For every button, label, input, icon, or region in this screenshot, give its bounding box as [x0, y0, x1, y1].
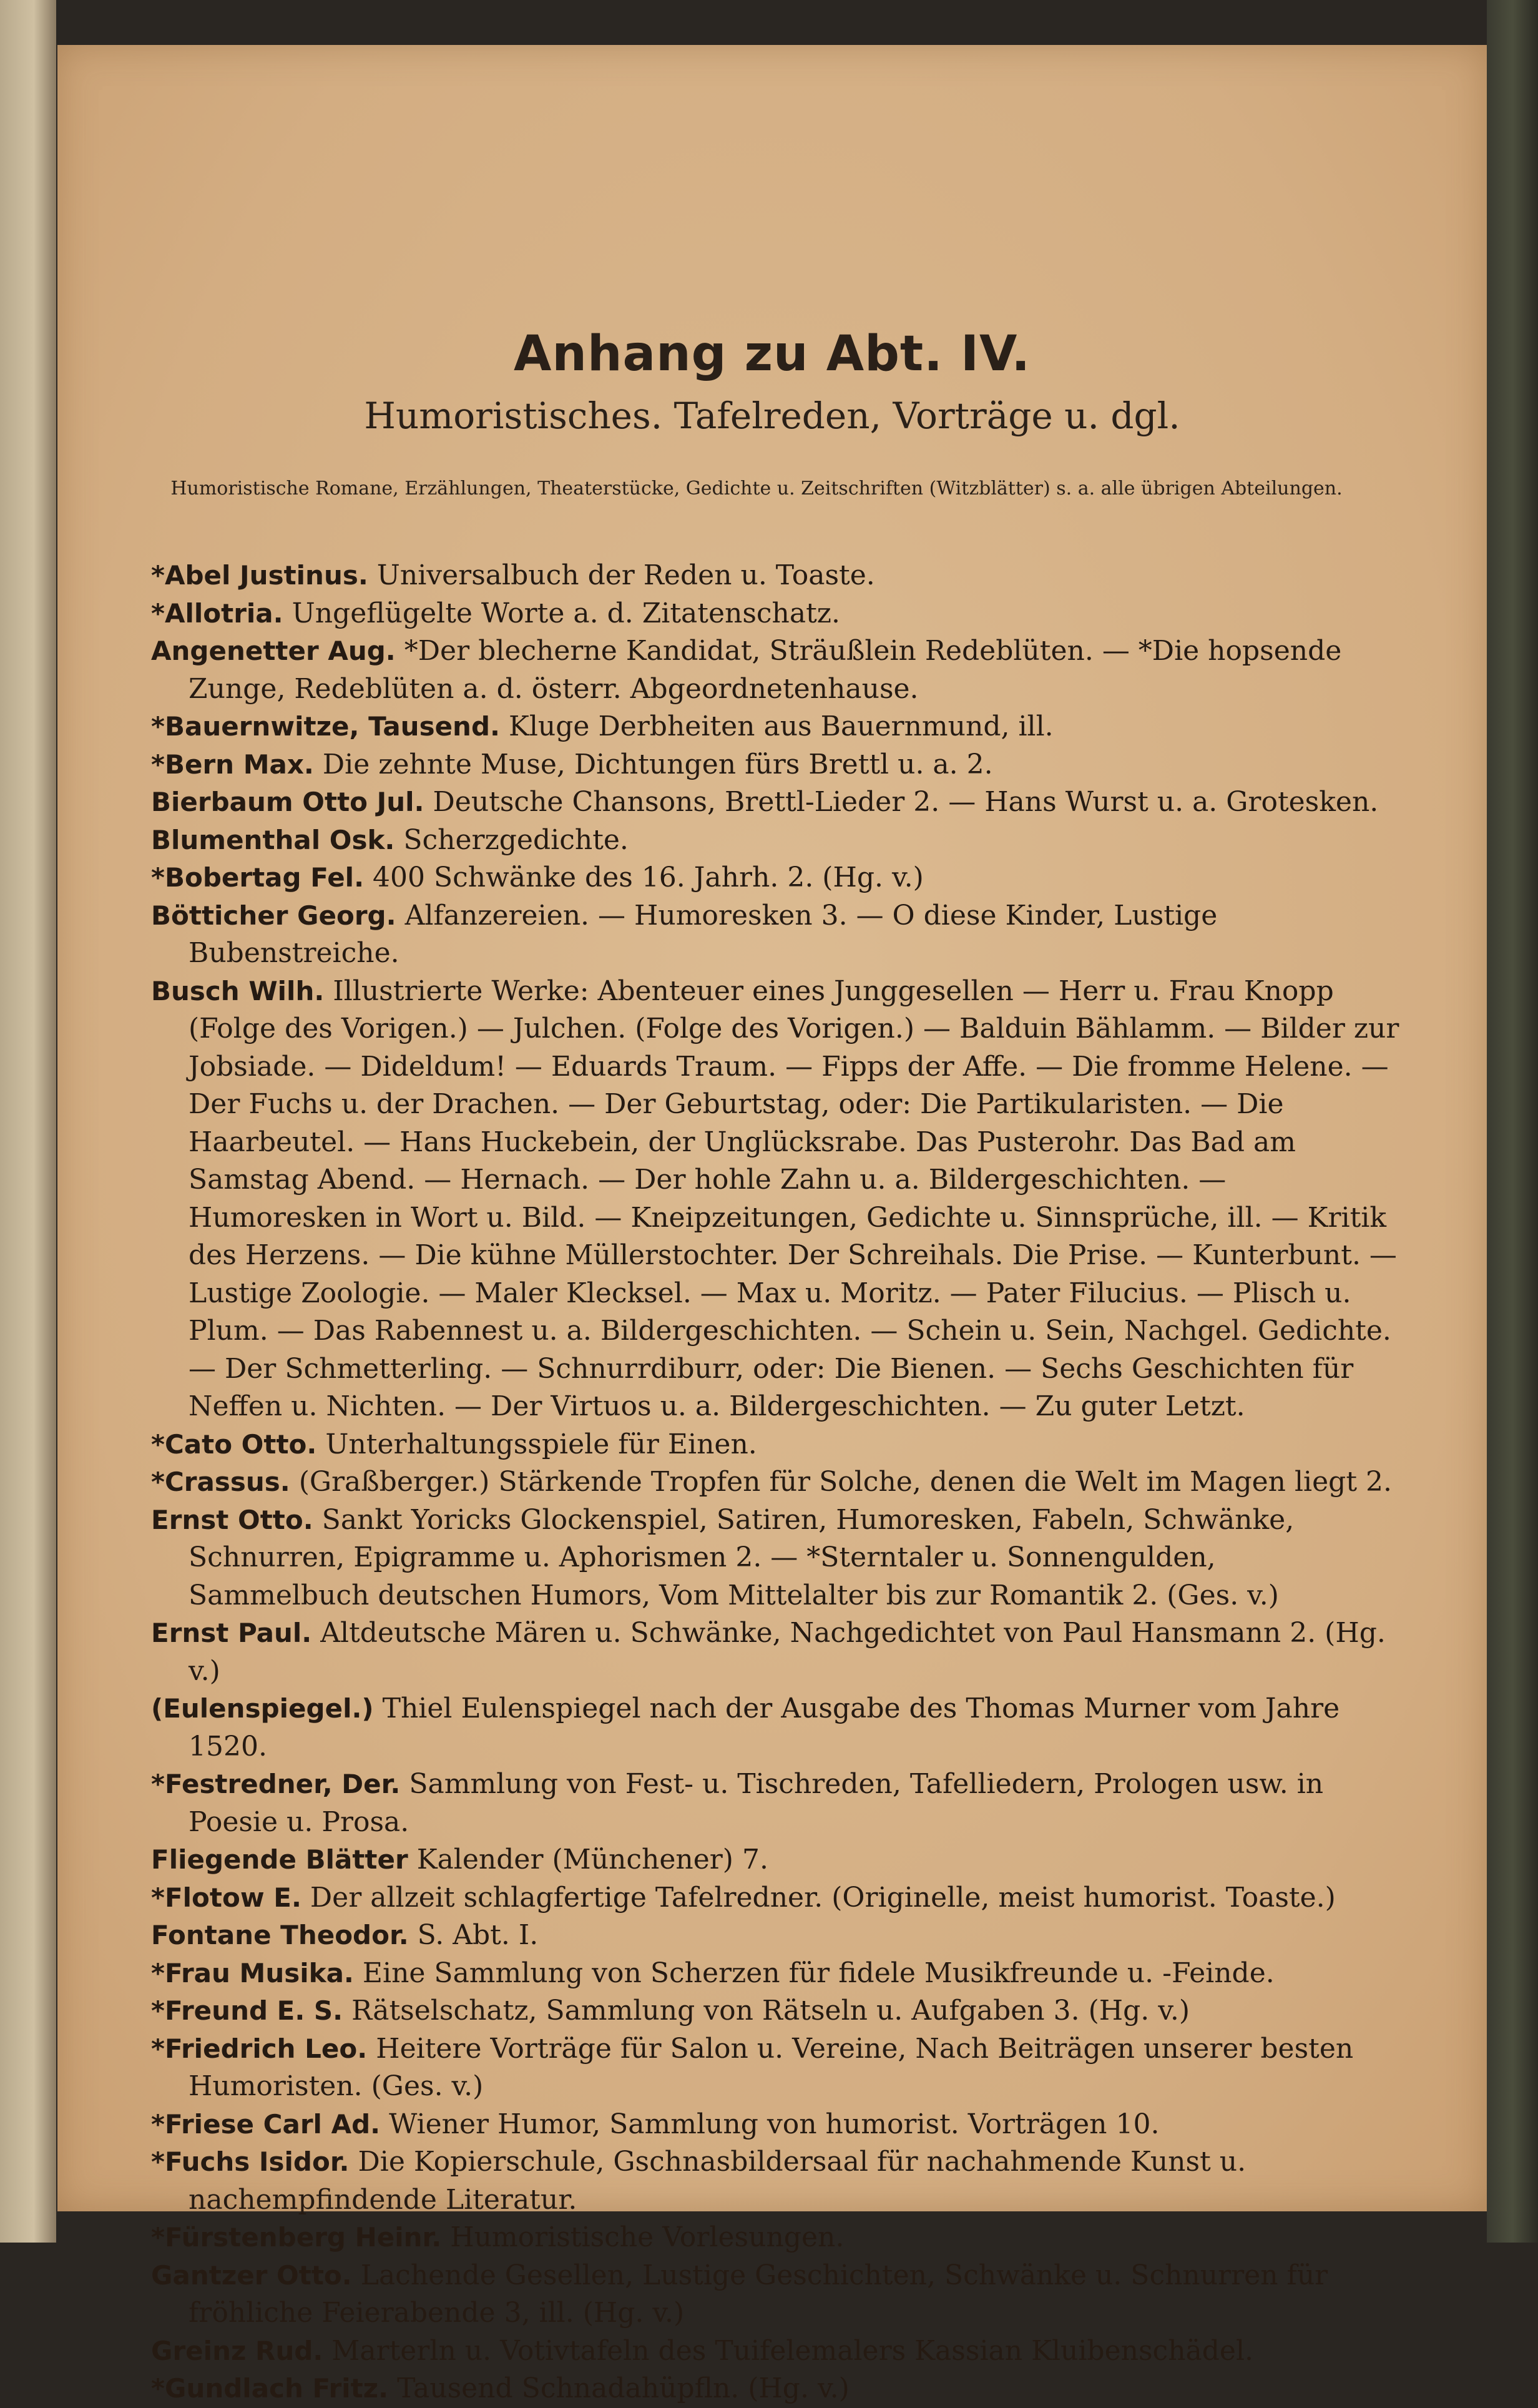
entry-titles: Sankt Yoricks Glockenspiel, Satiren, Humoresken, Fabeln, Schwänke, Schnurren, Epigramme u. Aphorismen 2. — *Sterntaler u. Sonnengulden, Sammelbuch deutschen Humors, Vom Mittelalter bis zur Romantik 2. (Ges. v.) [189, 1503, 1295, 1611]
entry-author: *Bobertag Fel. [151, 862, 365, 893]
list-item [151, 1841, 1399, 1879]
list-item [151, 2219, 1399, 2257]
entry-author: *Frau Musika. [151, 1957, 354, 1988]
entry-titles: Alfanzereien. — Humoresken 3. — O diese Kinder, Lustige Bubenstreiche. [189, 899, 1218, 969]
list-item [151, 557, 1399, 595]
entry-author: *Friedrich Leo. [151, 2033, 368, 2064]
list-item [151, 897, 1399, 973]
entry-author: (Eulenspiegel.) [151, 1693, 374, 1724]
entry-author: Ernst Paul. [151, 1618, 312, 1648]
entry-author: Ernst Otto. [151, 1504, 313, 1535]
list-item [151, 784, 1399, 822]
entry-titles: S. Abt. I. [417, 1919, 539, 1951]
list-item [151, 1690, 1399, 1766]
list-item [151, 2257, 1399, 2332]
entry-author: Fontane Theodor. [151, 1920, 409, 1950]
book-binding-left [0, 0, 56, 2243]
entry-titles: 400 Schwänke des 16. Jahrh. 2. (Hg. v.) [373, 862, 924, 893]
entry-author: *Fürstenberg Heinr. [151, 2222, 442, 2253]
entry-titles: Eine Sammlung von Scherzen für fidele Musikfreunde u. -Feinde. [362, 1957, 1275, 1989]
entry-titles: Unterhaltungsspiele für Einen. [325, 1428, 757, 1460]
book-spine-right [1487, 0, 1538, 2243]
book-page [57, 45, 1487, 2404]
entry-author: *Bern Max. [151, 749, 314, 780]
entry-titles: Humoristische Vorlesungen. [450, 2221, 845, 2253]
entry-titles: (Graßberger.) Stärkende Tropfen für Solche, denen die Welt im Magen liegt 2. [298, 1466, 1392, 1498]
entry-titles: Illustrierte Werke: Abenteuer eines Junggesellen — Herr u. Frau Knopp (Folge des Vorigen.) — Julchen. (Folge des Vorigen.) — Balduin Bählamm. — Bilder zur Jobsiade. — Dideldum! — Eduards Traum. — Fipps der Affe. — Die fromme Helene. — Der Fuchs u. der Drachen. — Der Geburtstag, oder: Die Partikularisten. — Die Haarbeutel. — Hans Huckebein, der Unglücksrabe. Das Pusterohr. Das Bad am Samstag Abend. — Hernach. — Der hohle Zahn u. a. Bildergeschichten. — Humoresken in Wort u. Bild. — Kneipzeitungen, Gedichte u. Sinnsprüche, ill. — Kritik des Herzens. — Die kühne Müllerstochter. Der Schreihals. Die Prise. — Kunterbunt. — Lustige Zoologie. — Maler Klecksel. — Max u. Moritz. — Pater Filucius. — Plisch u. Plum. — Das Rabennest u. a. Bildergeschichten. — Schein u. Sein, Nachgel. Gedichte. — Der Schmetterling. — Schnurrdiburr, oder: Die Bienen. — Sechs Geschichten für Neffen u. Nichten. — Der Virtuos u. a. Bildergeschichten. — Zu guter Letzt. [189, 975, 1399, 1422]
entry-author: *Friese Carl Ad. [151, 2108, 381, 2140]
entry-author: *Freund E. S. [151, 1995, 343, 2026]
list-item [151, 1766, 1399, 1841]
list-item [151, 973, 1399, 1426]
section-note: Humoristische Romane, Erzählungen, Theaterstücke, Gedichte u. Zeitschriften (Witzblätter) s. a. alle übrigen Abteilungen. [170, 478, 1343, 499]
entry-author: Gantzer Otto. [151, 2259, 352, 2291]
list-item [151, 632, 1399, 708]
entry-author: Angenetter Aug. [151, 636, 396, 666]
entry-titles: Scherzgedichte. [403, 823, 629, 856]
section-subtitle: Humoristisches. Tafelreden, Vorträge u. dgl. [364, 395, 1180, 437]
list-item [151, 2332, 1399, 2371]
list-item [151, 2030, 1399, 2106]
entry-author: Bötticher Georg. [151, 900, 396, 931]
entry-titles: Tausend Schnadahüpfln. (Hg. v.) [397, 2372, 850, 2404]
list-item [151, 822, 1399, 860]
section-title: Anhang zu Abt. IV. [514, 326, 1031, 382]
entry-titles: Die zehnte Muse, Dichtungen fürs Brettl u. a. 2. [322, 748, 993, 780]
list-item [151, 708, 1399, 746]
entry-titles: Wiener Humor, Sammlung von humorist. Vorträgen 10. [389, 2108, 1160, 2140]
entry-titles: *Der blecherne Kandidat, Sträußlein Redeblüten. — *Die hopsende Zunge, Redeblüten a. d. österr. Abgeordnetenhause. [189, 635, 1342, 705]
entry-author: *Fuchs Isidor. [151, 2146, 350, 2177]
entry-titles: Universalbuch der Reden u. Toaste. [376, 559, 875, 591]
list-item [151, 1463, 1399, 1501]
list-item [151, 1879, 1399, 1917]
entry-titles: Ungeflügelte Worte a. d. Zitatenschatz. [291, 597, 840, 629]
list-item [151, 1992, 1399, 2030]
list-item [151, 1501, 1399, 1615]
entry-titles: Sammlung von Fest- u. Tischreden, Tafelliedern, Prologen usw. in Poesie u. Prosa. [189, 1768, 1324, 1838]
list-item [151, 1955, 1399, 1993]
entry-author: *Flotow E. [151, 1882, 301, 1913]
list-item [151, 1917, 1399, 1955]
entry-titles: Rätselschatz, Sammlung von Rätseln u. Aufgaben 3. (Hg. v.) [351, 1995, 1190, 2027]
list-item [151, 746, 1399, 784]
entry-author: Fliegende Blätter [151, 1844, 408, 1875]
entry-titles: Deutsche Chansons, Brettl-Lieder 2. — Hans Wurst u. a. Grotesken. [433, 786, 1379, 818]
list-item [151, 2143, 1399, 2219]
entry-author: Blumenthal Osk. [151, 824, 395, 855]
entry-author: *Allotria. [151, 597, 283, 629]
entry-titles: Thiel Eulenspiegel nach der Ausgabe des Thomas Murner vom Jahre 1520. [189, 1693, 1340, 1762]
entry-author: *Crassus. [151, 1467, 290, 1497]
entry-author: Bierbaum Otto Jul. [151, 787, 424, 817]
entry-author: *Bauernwitze, Tausend. [151, 711, 500, 742]
entry-author: *Cato Otto. [151, 1428, 317, 1460]
entry-titles: Der allzeit schlagfertige Tafelredner. (Originelle, meist humorist. Toaste.) [310, 1881, 1336, 1914]
entry-author: *Gundlach Fritz. [151, 2373, 389, 2404]
list-item [151, 595, 1399, 633]
entry-titles: Lachende Gesellen, Lustige Geschichten, Schwänke u. Schnurren für fröhliche Feierabende 3, ill. (Hg. v.) [189, 2259, 1328, 2329]
entry-author: Greinz Rud. [151, 2335, 323, 2366]
list-item [151, 2370, 1399, 2408]
entry-titles: Die Kopierschule, Gschnasbildersaal für nachahmende Kunst u. nachempfindende Literatur. [189, 2146, 1247, 2216]
entry-author: Busch Wilh. [151, 975, 325, 1006]
list-item [151, 1614, 1399, 1690]
entry-list [151, 557, 1399, 2408]
list-item [151, 859, 1399, 897]
list-item [151, 2106, 1399, 2144]
entry-titles: Kluge Derbheiten aus Bauernmund, ill. [508, 710, 1054, 742]
entry-author: *Festredner, Der. [151, 1769, 401, 1799]
entry-titles: Marterln u. Votivtafeln des Tuifelemalers Kassian Kluibenschädel. [331, 2334, 1254, 2367]
entry-titles: Kalender (Münchener) 7. [416, 1844, 768, 1875]
entry-author: *Abel Justinus. [151, 560, 368, 591]
list-item [151, 1426, 1399, 1464]
entry-titles: Altdeutsche Mären u. Schwänke, Nachgedichtet von Paul Hansmann 2. (Hg. v.) [189, 1617, 1386, 1687]
entry-titles: Heitere Vorträge für Salon u. Vereine, Nach Beiträgen unserer besten Humoristen. (Ges. v.) [189, 2032, 1354, 2102]
